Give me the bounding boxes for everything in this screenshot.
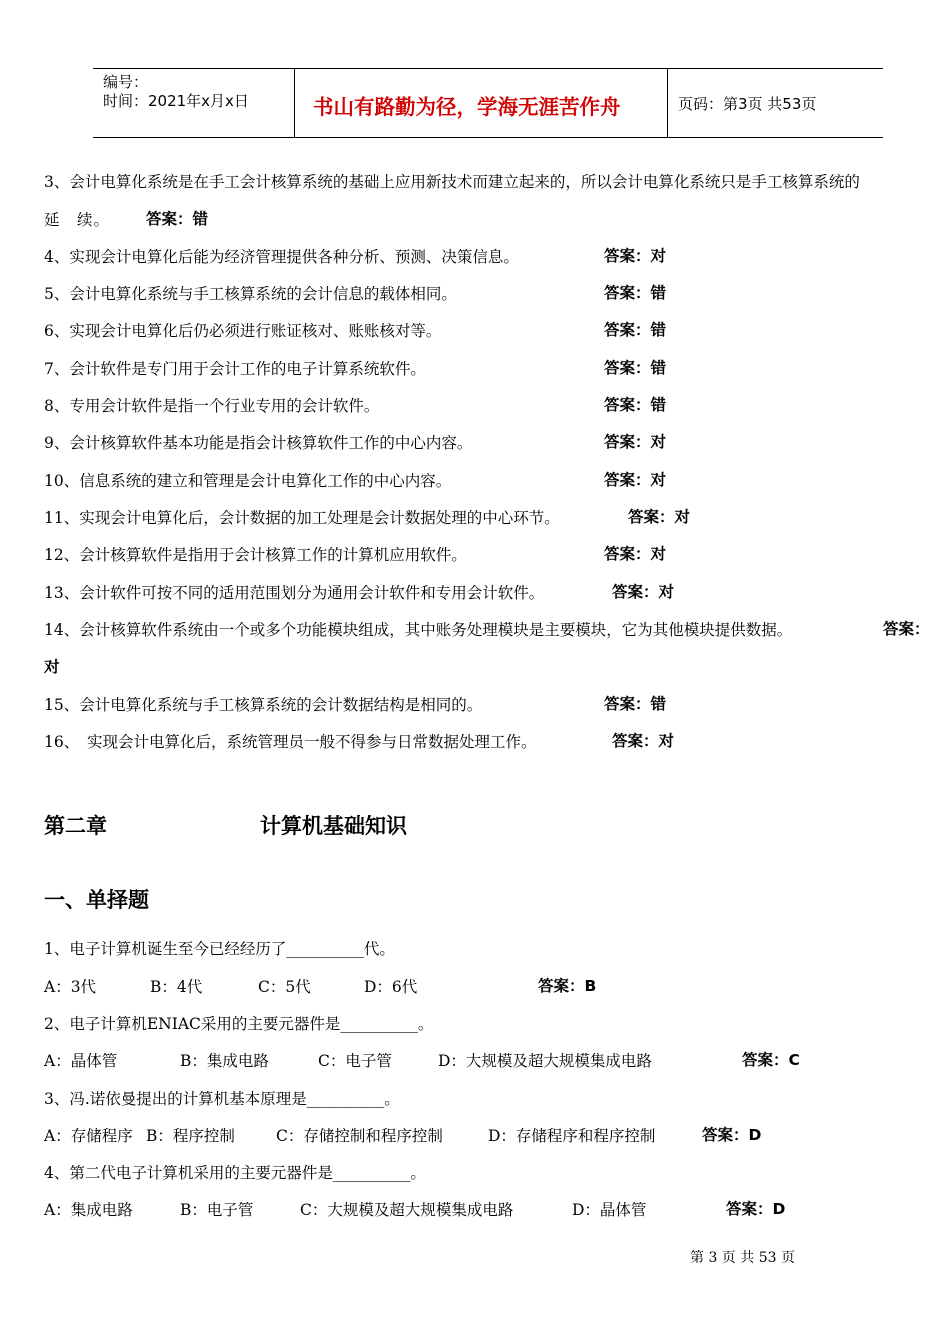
mc-2-option-c: C：电子管 <box>318 1052 392 1070</box>
header-motto-cell <box>295 69 668 137</box>
chapter-number: 第二章 <box>44 814 107 838</box>
mc-4-option-a: A：集成电路 <box>44 1201 133 1219</box>
question-14-answer: 答案： <box>883 620 930 638</box>
question-8-answer: 答案：错 <box>604 396 667 414</box>
mc-4-option-d: D：晶体管 <box>572 1201 647 1219</box>
mc-question-4: 4、第二代电子计算机采用的主要元器件是__________。 <box>44 1164 426 1182</box>
question-9-answer: 答案：对 <box>604 433 667 451</box>
question-5: 5、会计电算化系统与手工核算系统的会计信息的载体相同。 <box>44 285 457 303</box>
header-page-label: 页码：第3页 共53页 <box>678 95 817 113</box>
question-6: 6、实现会计电算化后仍必须进行账证核对、账账核对等。 <box>44 322 442 340</box>
mc-1-option-a: A：3代 <box>44 978 97 996</box>
mc-4-option-c: C：大规模及超大规模集成电路 <box>300 1201 514 1219</box>
mc-2-option-d: D：大规模及超大规模集成电路 <box>438 1052 652 1070</box>
question-3-line2: 延 续。 <box>44 211 111 229</box>
question-7: 7、会计软件是专门用于会计工作的电子计算系统软件。 <box>44 360 426 378</box>
question-4: 4、实现会计电算化后能为经济管理提供各种分析、预测、决策信息。 <box>44 248 519 266</box>
header-number-label: 编号： <box>103 73 149 91</box>
header-page-cell <box>668 69 883 137</box>
question-12-answer: 答案：对 <box>604 545 667 563</box>
mc-2-option-a: A：晶体管 <box>44 1052 118 1070</box>
mc-3-option-a: A：存储程序 <box>44 1127 133 1145</box>
question-8: 8、专用会计软件是指一个行业专用的会计软件。 <box>44 397 380 415</box>
mc-1-option-c: C：5代 <box>258 978 311 996</box>
question-5-answer: 答案：错 <box>604 284 667 302</box>
header-time-label: 时间：2021年x月x日 <box>103 92 249 110</box>
mc-1-option-b: B：4代 <box>150 978 203 996</box>
question-3-answer: 答案：错 <box>146 210 209 228</box>
header-meta-cell <box>93 69 295 137</box>
mc-2-answer: 答案：C <box>742 1051 800 1069</box>
question-15-answer: 答案：错 <box>604 695 667 713</box>
mc-3-answer: 答案：D <box>702 1126 762 1144</box>
mc-1-option-d: D：6代 <box>364 978 418 996</box>
header-motto: 书山有路勤为径，学海无涯苦作舟 <box>313 95 621 119</box>
mc-3-option-b: B：程序控制 <box>146 1127 235 1145</box>
question-6-answer: 答案：错 <box>604 321 667 339</box>
question-12: 12、会计核算软件是指用于会计核算工作的计算机应用软件。 <box>44 546 467 564</box>
question-11: 11、实现会计电算化后，会计数据的加工处理是会计数据处理的中心环节。 <box>44 509 560 527</box>
question-3-line1: 3、会计电算化系统是在手工会计核算系统的基础上应用新技术而建立起来的，所以会计电算化系统只是手工核算系统的 <box>44 173 860 191</box>
question-13: 13、会计软件可按不同的适用范围划分为通用会计软件和专用会计软件。 <box>44 584 545 602</box>
mc-question-1: 1、电子计算机诞生至今已经经历了__________代。 <box>44 940 395 958</box>
section-title: 一、单择题 <box>44 888 149 912</box>
question-15: 15、会计电算化系统与手工核算系统的会计数据结构是相同的。 <box>44 696 483 714</box>
question-10: 10、信息系统的建立和管理是会计电算化工作的中心内容。 <box>44 472 452 490</box>
question-13-answer: 答案：对 <box>612 583 675 601</box>
mc-1-answer: 答案：B <box>538 977 597 995</box>
question-7-answer: 答案：错 <box>604 359 667 377</box>
question-14-answer-value: 对 <box>44 658 60 676</box>
mc-4-answer: 答案：D <box>726 1200 786 1218</box>
question-11-answer: 答案：对 <box>628 508 691 526</box>
page-header <box>93 68 883 138</box>
question-16: 16、 实现会计电算化后，系统管理员一般不得参与日常数据处理工作。 <box>44 733 537 751</box>
mc-4-option-b: B：电子管 <box>180 1201 254 1219</box>
chapter-title: 计算机基础知识 <box>260 814 407 838</box>
mc-3-option-c: C：存储控制和程序控制 <box>276 1127 443 1145</box>
question-10-answer: 答案：对 <box>604 471 667 489</box>
question-16-answer: 答案：对 <box>612 732 675 750</box>
page-footer: 第 3 页 共 53 页 <box>690 1250 795 1266</box>
question-4-answer: 答案：对 <box>604 247 667 265</box>
question-9: 9、会计核算软件基本功能是指会计核算软件工作的中心内容。 <box>44 434 473 452</box>
mc-2-option-b: B：集成电路 <box>180 1052 269 1070</box>
mc-question-3: 3、冯.诺依曼提出的计算机基本原理是__________。 <box>44 1090 400 1108</box>
mc-3-option-d: D：存储程序和程序控制 <box>488 1127 656 1145</box>
mc-question-2: 2、电子计算机ENIAC采用的主要元器件是__________。 <box>44 1015 434 1033</box>
question-14-line1: 14、会计核算软件系统由一个或多个功能模块组成，其中账务处理模块是主要模块，它为其他模块提供数据。 <box>44 621 793 639</box>
